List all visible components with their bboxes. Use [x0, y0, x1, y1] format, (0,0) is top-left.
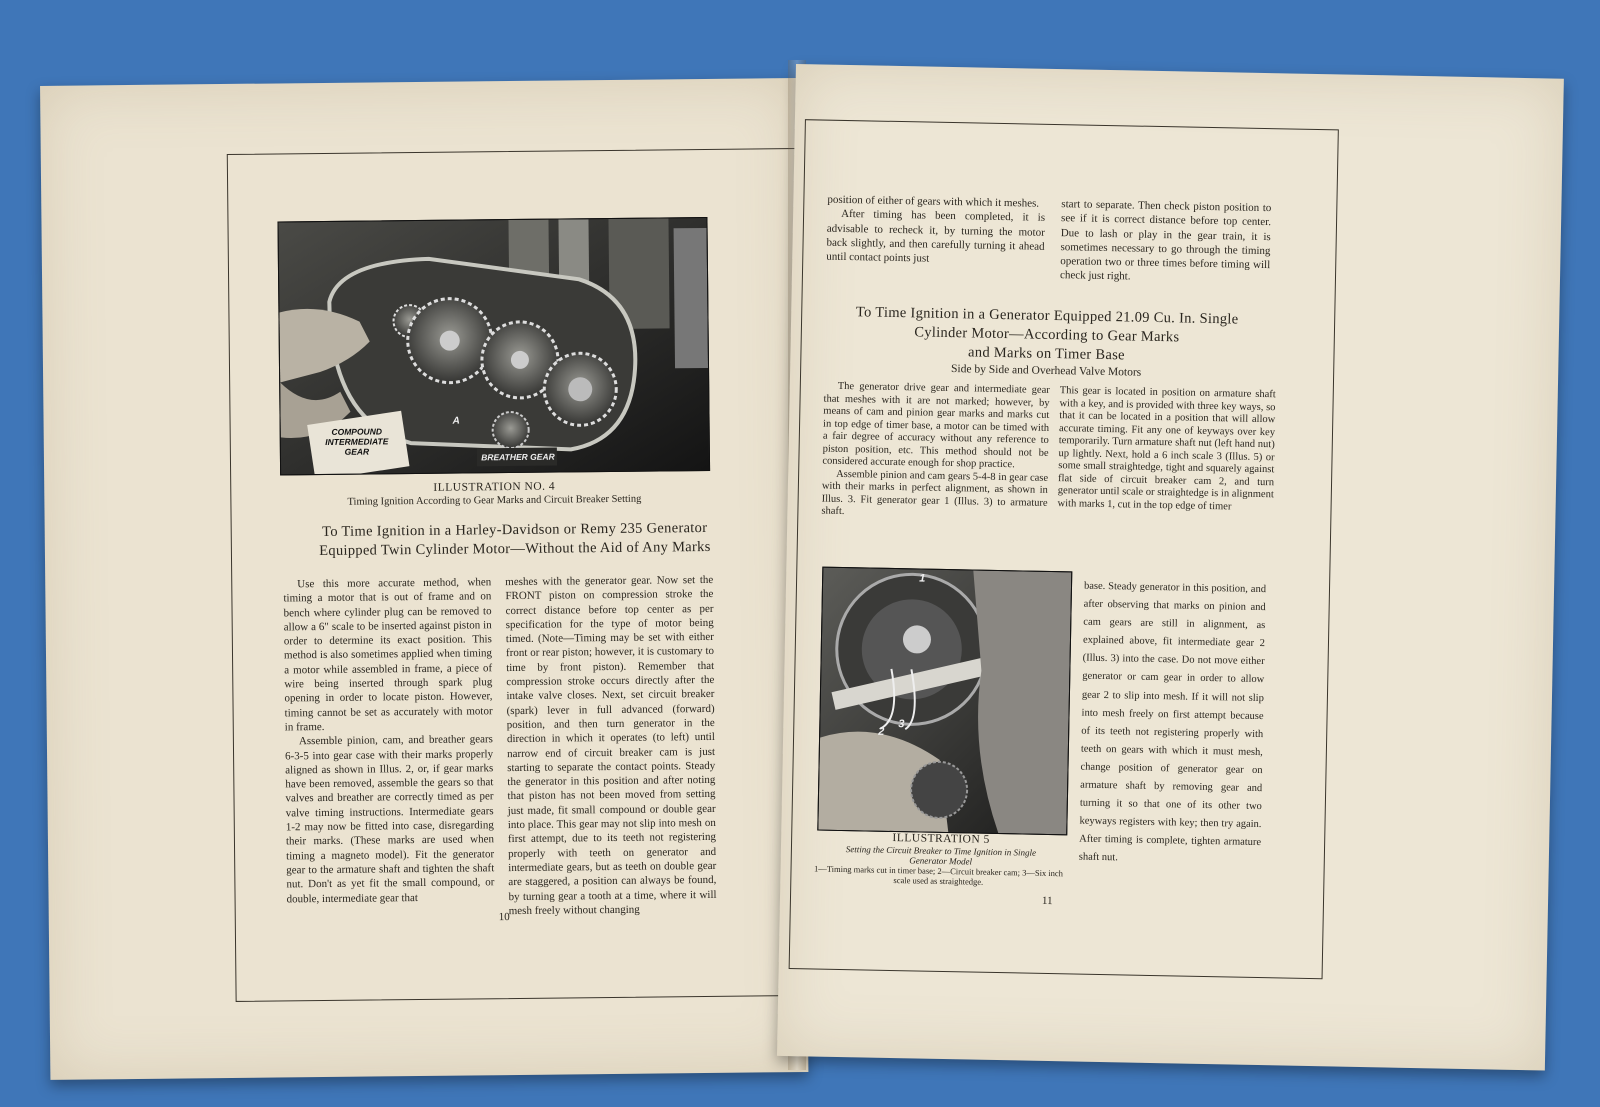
heading-line-2: Cylinder Motor—According to Gear Marks [914, 324, 1180, 346]
caption-line-2: Generator Model [909, 855, 973, 867]
caption-line-1: Setting the Circuit Breaker to Time Ignition in Single [845, 844, 1037, 858]
paragraph: meshes with the generator gear. Now set the FRONT piston on compression stroke the correct distance before top center as per specification for the type of motor being timed. (Note—Timing may be set with either front or rear piston; however, it is customary to time by front piston). Remember that compression stroke occurs directly after the intake valve closes. Next, set circuit breaker (spark) lever in full advanced (forward) position, and then turn generator in the direction in which it operates (to left) until narrow end of circuit breaker cam is just starting to separate the contact points. Steady the generator in this position and after noting that piston has not been moved from setting just made, fit small compound or double gear into place. This gear may not slip into mesh on first attempt, due to its teeth not registering properly with teeth on generator and intermediate gears, but as teeth on double gear are staggered, a position can always be found, by turning gear a tooth at a time, where it will mesh freely without changing [505, 573, 717, 917]
circuit-breaker-image [818, 568, 1071, 835]
paragraph: Assemble pinion and cam gears 5-4-8 in gear case with their marks in perfect alignment, as shown in Illus. 3. Fit generator gear 1 (Illus. 3) to armature shaft. [821, 468, 1049, 518]
heading-line-1: To Time Ignition in a Harley-Davidson or Remy 235 Generator [322, 519, 708, 541]
right-column-1 [821, 381, 1050, 523]
illustration-5-photo [817, 567, 1072, 836]
illustration-4-caption: Timing Ignition According to Gear Marks and Circuit Breaker Setting [347, 493, 642, 508]
section-subheading: Side by Side and Overhead Valve Motors [950, 363, 1142, 379]
section-heading-left [241, 518, 789, 562]
right-page [777, 64, 1564, 1071]
heading-line-2: Equipped Twin Cylinder Motor—Without the Aid of Any Marks [319, 538, 711, 560]
illustration-5-title: ILLUSTRATION 5 [892, 831, 990, 846]
right-top-column-2 [1060, 197, 1272, 287]
paragraph: Assemble pinion, cam, and breather gears 6-3-5 into gear case with their marks properly aligned as shown in Illus. 2, or, if gear marks have been removed, assemble the gears so that valves and breather are correctly timed as per valve timing instructions. Intermediate gears 1-2 may now be fitted into case, disregarding their marks. (These marks are used when timing a magneto model). Fit the generator gear to the armature shaft and tighten the shaft nut. Don't as yet fit the small compound, or double, intermediate gear that [285, 733, 495, 905]
photo-label-2: 2 [878, 725, 885, 738]
heading-line-3: and Marks on Timer Base [967, 344, 1125, 364]
section-heading-right [814, 302, 1279, 368]
left-column-1 [283, 575, 494, 906]
paragraph: Use this more accurate method, when timing a motor that is out of frame and on bench where cylinder plug can be removed to allow a 6" scale to be inserted against piston in order to determine its exact position. This method is also sometimes applied when timing a motor while assembled in frame, a piece of wire being inserted through spark plug opening in order to locate piston. However, timing cannot be set as accurately with motor in frame. [283, 576, 493, 734]
heading-line-1: To Time Ignition in a Generator Equipped 21.09 Cu. In. Single [855, 304, 1239, 328]
illustration-4-title: ILLUSTRATION NO. 4 [433, 480, 556, 494]
photo-label-3: 3 [898, 718, 905, 731]
left-column-2 [505, 573, 717, 918]
breather-gear-label: BREATHER GEAR [481, 451, 555, 463]
gear-a-label: A [452, 415, 460, 427]
paragraph: The generator drive gear and intermediate gear that meshes with it are not marked; however, by means of cam and pinion gear marks and marks cut in top edge of timer base, a motor can be timed with a fair degree of accuracy without any reference to piston position, etc. This method should not be considered accurate enough for shop practice. [822, 380, 1050, 471]
paragraph: start to separate. Then check piston position to see if it is correct distance before top center. Due to lash or play in the gear train, it is sometimes necessary to go through the timing operation two or three times before timing will check just right. [1059, 198, 1272, 283]
page-number-left: 10 [498, 911, 510, 924]
right-top-column-1 [826, 193, 1045, 269]
compound-gear-label: COMPOUND INTERMEDIATE GEAR [325, 426, 389, 457]
illustration-4-photo [277, 217, 710, 475]
paragraph: This gear is located in position on armature shaft with a key, and is provided with three key ways, so that it can be located in a position that will allow accurate timing. Fit any one of keyways over key temporarily. Turn armature shaft nut (left hand nut) up lightly. Next, hold a 6 inch scale 3 (Illus. 5) or some small straightedge, tight and squarely against flat side of circuit breaker cam 2, and turn generator until scale or straightedge is in alignment with marks 1, cut in the top edge of timer [1057, 385, 1276, 512]
paragraph: base. Steady generator in this position, and after observing that marks on pinion and cam gears are still in alignment, as explained above, fit intermediate gear 2 (Illus. 3) into the case. Do not move either generator or cam gear in order to allow gear 2 to slip into mesh. If it will not slip into mesh freely on first attempt because of its teeth not registering properly with teeth on gears with which it must mesh, change position of generator gear on armature shaft by removing gear and turning it so that one of its other two keyways registers with key; then try again. After timing is complete, tighten armature shaft nut. [1078, 580, 1267, 864]
illustration-5-note: 1—Timing marks cut in timer base; 2—Circuit breaker cam; 3—Six inch scale used as straightedge. [813, 863, 1064, 887]
paragraph: position of either of gears with which it meshes. [827, 193, 1040, 210]
paragraph: After timing has been completed, it is advisable to recheck it, by turning the motor back slightly, and then carefully turning it ahead until contact points just [826, 208, 1046, 265]
photo-label-1: 1 [919, 572, 926, 585]
left-page [40, 78, 808, 1080]
right-column-2 [1057, 385, 1275, 514]
page-number-right: 11 [1041, 894, 1053, 908]
right-column-2-continued [1079, 578, 1267, 871]
